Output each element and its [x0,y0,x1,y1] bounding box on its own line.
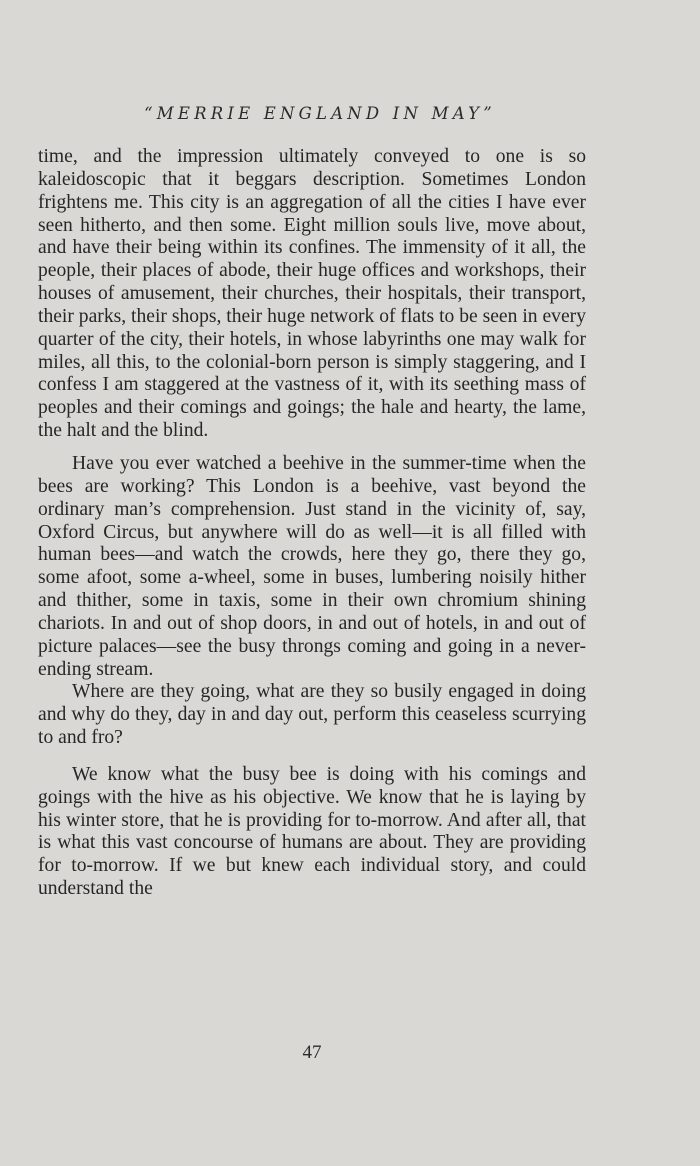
running-head: “MERRIE ENGLAND IN MAY” [144,104,496,123]
body-text [38,146,586,901]
paragraph-4: We know what the busy bee is doing with his comings and goings with the hive as his objective. We know that he is laying by his winter store, that he is providing for to-morrow. And after all, that is what this vast concourse of humans are about. They are providing for to-morrow. If we but knew each individual story, and could understand the [38,763,586,900]
page-number: 47 [302,1042,322,1063]
paragraph-3: Where are they going, what are they so busily engaged in doing and why do they, day in and day out, perform this ceaseless scurrying to and fro? [38,681,586,749]
paragraph-2: Have you ever watched a beehive in the summer-time when the bees are working? This London is a beehive, vast beyond the ordinary man’s comprehension. Just stand in the vicinity of, say, Oxford Circus, but anywhere will do as well—it is all filled with human bees—and watch the crowds, here they go, there they go, some afoot, some a-wheel, some in buses, lumbering noisily hither and thither, some in taxis, some in their own chromium shining chariots. In and out of shop doors, in and out of hotels, in and out of picture palaces—see the busy throngs coming and going in a never-ending stream. [38,452,586,680]
paragraph-1: time, and the impression ultimately conveyed to one is so kaleidoscopic that it beggars description. Sometimes London frightens me. This city is an aggregation of all the cities I have ever seen hitherto, and then some. Eight million souls live, move about, and have their being within its confines. The immensity of it all, the people, their places of abode, their huge offices and workshops, their houses of amusement, their churches, their hospitals, their transport, their parks, their shops, their huge network of flats to be seen in every quarter of the city, their hotels, in whose labyrinths one may walk for miles, all this, to the colonial-born person is simply staggering, and I confess I am staggered at the vastness of it, with its seething mass of peoples and their comings and goings; the hale and hearty, the lame, the halt and the blind. [38,146,586,442]
